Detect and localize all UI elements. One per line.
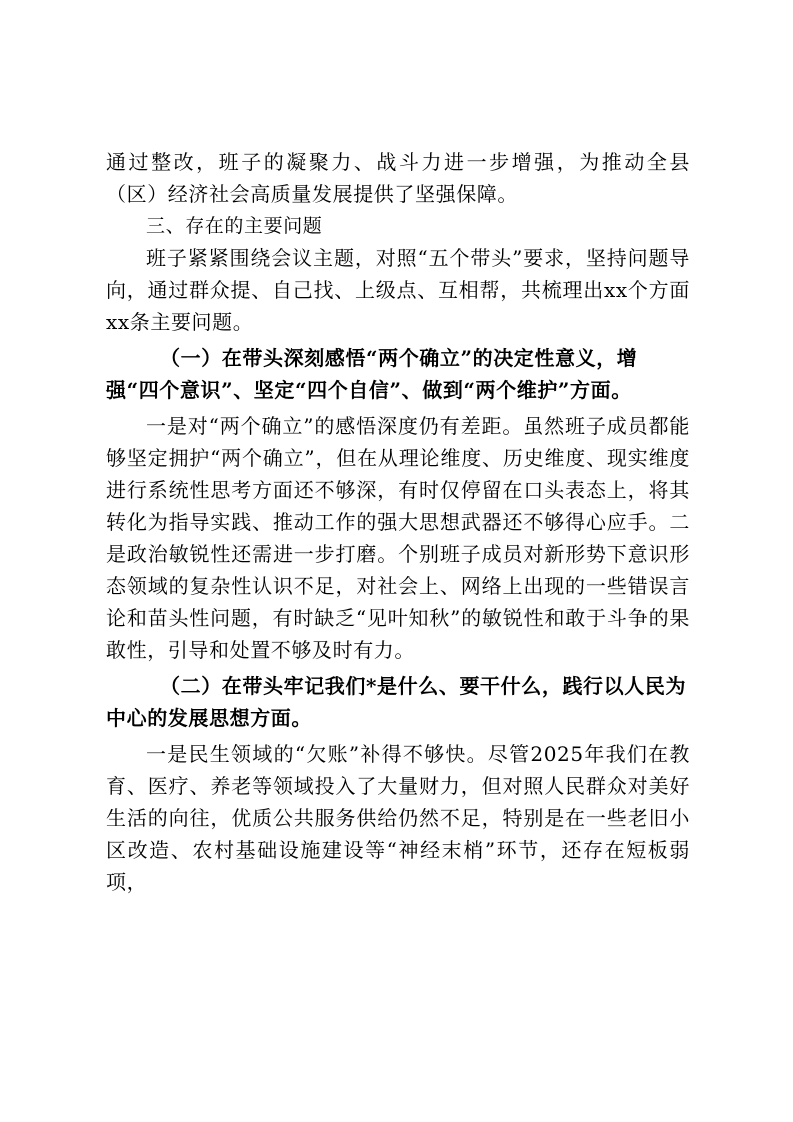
document-body	[106, 146, 690, 898]
lead-marker: 一是	[146, 742, 189, 766]
issue-text: 政治敏锐性还需进一步打磨。个别班子成员对新形势下意识形态领域的复杂性认识不足，对社会上、网络上出现的一些错误言论和苗头性问题，有时缺乏“见叶知秋”的敏锐性和敢于斗争的果敢性，引导和处置不够及时有力。	[106, 542, 690, 662]
paragraph-issue-1	[106, 410, 690, 666]
section-heading-3: 三、存在的主要问题	[146, 215, 323, 237]
lead-marker: 一是	[146, 414, 188, 438]
paragraph-intro: 班子紧紧围绕会议主题，对照“五个带头”要求，坚持问题导向，通过群众提、自己找、上级点、互相帮，共梳理出xx个方面xx条主要问题。	[106, 246, 690, 334]
lead-marker: 二是	[106, 510, 690, 566]
issue-text: 民生领域的“欠账”补得不够快。尽管2025年我们在教育、医疗、养老等领域投入了大量财力，但对照人民群众对美好生活的向往，优质公共服务供给仍然不足，特别是在一些老旧小区改造、农村基础设施建设等“神经末梢”环节，还存在短板弱项，	[106, 742, 691, 894]
paragraph-continuation: 通过整改，班子的凝聚力、战斗力进一步增强，为推动全县（区）经济社会高质量发展提供了坚强保障。	[106, 150, 690, 206]
subsection-heading-2: （二）在带头牢记我们*是什么、要干什么，践行以人民为中心的发展思想方面。	[106, 674, 687, 730]
issue-text: 对“两个确立”的感悟深度仍有差距。虽然班子成员都能够坚定拥护“两个确立”，但在从理论维度、历史维度、现实维度进行系统性思考方面还不够深，有时仅停留在口头表态上，将其转化为指导实践、推动工作的强大思想武器还不够得心应手。	[106, 414, 690, 534]
paragraph-issue-2	[106, 738, 690, 898]
subsection-heading-1: （一）在带头深刻感悟“两个确立”的决定性意义，增强“四个意识”、坚定“四个自信”、做到“两个维护”方面。	[106, 346, 638, 402]
